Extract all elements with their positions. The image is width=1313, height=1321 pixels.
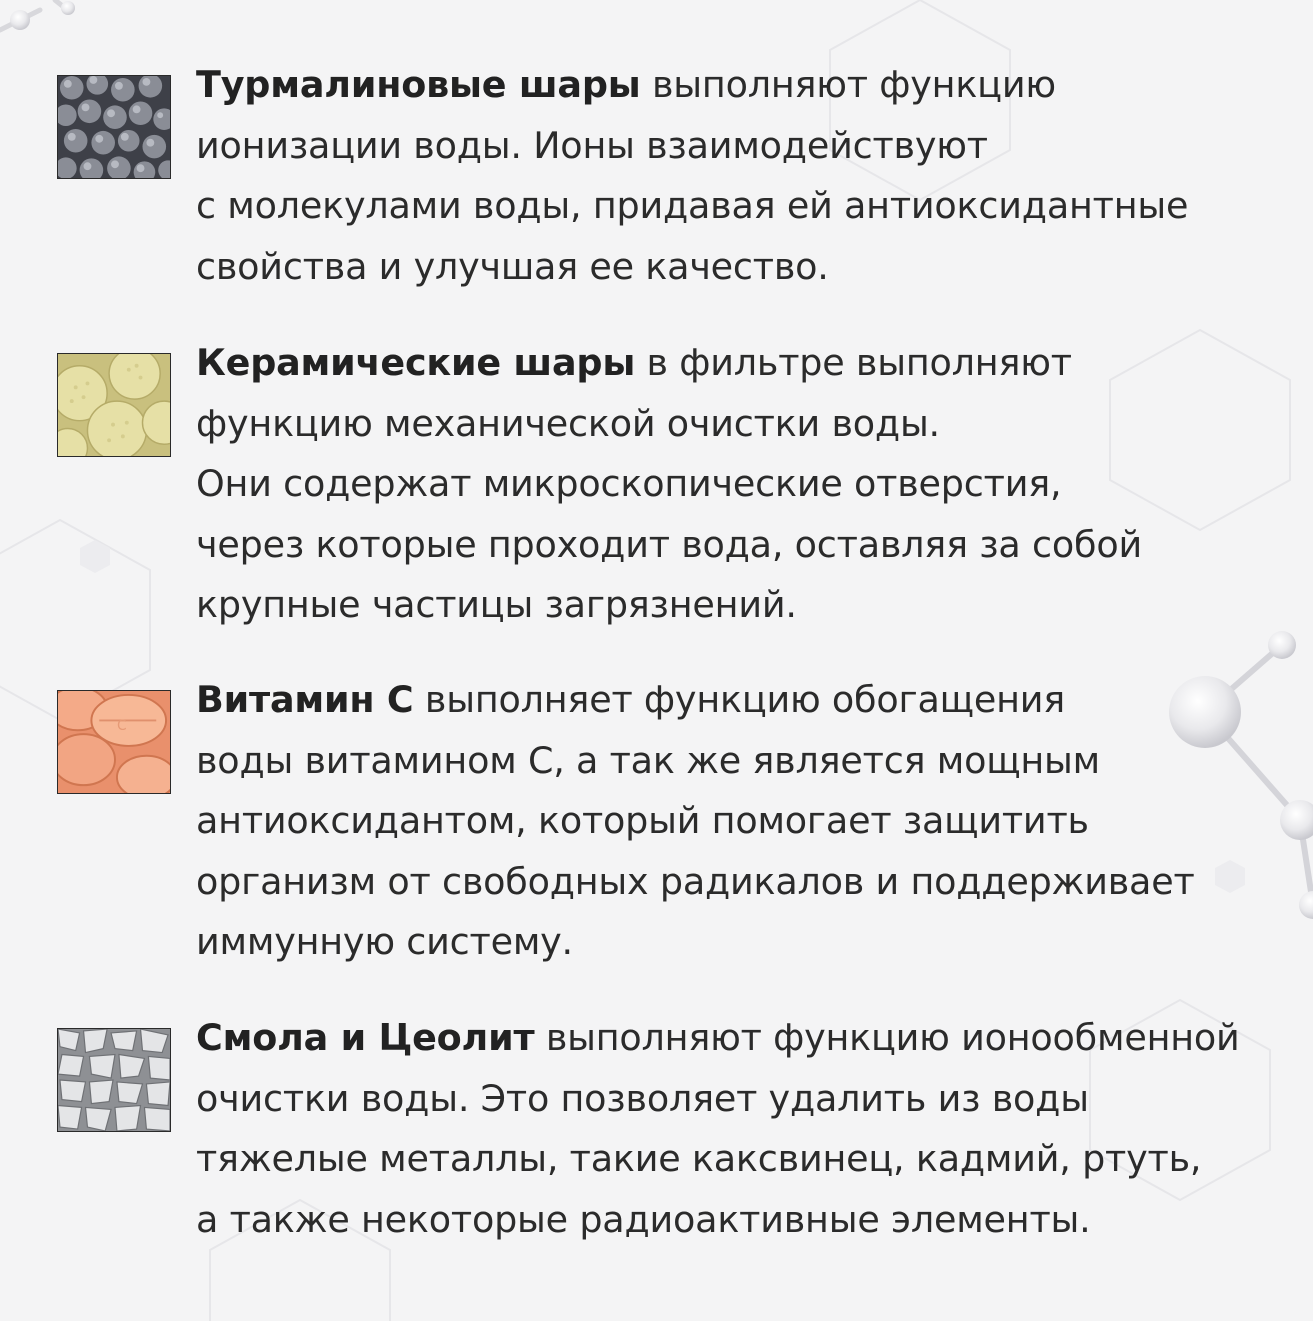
item-title: Турмалиновые шары	[196, 63, 641, 106]
item-description: Керамические шары в фильтре выполняют функцию механической очистки воды. Они содержат микроскопические отверстия, через которые проходит вода, оставляя за собой крупные частицы загрязнений.	[196, 341, 1142, 626]
svg-text:C: C	[116, 718, 127, 735]
ceramic-balls-icon	[57, 353, 171, 457]
resin-zeolite-icon	[57, 1028, 171, 1132]
tourmaline-balls-icon	[57, 75, 171, 179]
item-description: Витамин С выполняет функцию обогащения воды витамином С, а так же является мощным антиоксидантом, который помогает защитить организм от свободных радикалов и поддерживает иммунную систему.	[196, 678, 1195, 963]
item-description: Турмалиновые шары выполняют функцию ионизации воды. Ионы взаимодействуют с молекулами воды, придавая ей антиоксидантные свойства и улучшая ее качество.	[196, 63, 1189, 288]
item-description: Смола и Цеолит выполняют функцию ионообменной очистки воды. Это позволяет удалить из воды тяжелые металлы, такие каксвинец, кадмий, ртуть, а также некоторые радиоактивные элементы.	[196, 1016, 1240, 1241]
item-title: Витамин С	[196, 678, 414, 721]
item-title: Смола и Цеолит	[196, 1016, 535, 1059]
item-title: Керамические шары	[196, 341, 636, 384]
vitamin-c-tablets-icon	[57, 690, 171, 794]
